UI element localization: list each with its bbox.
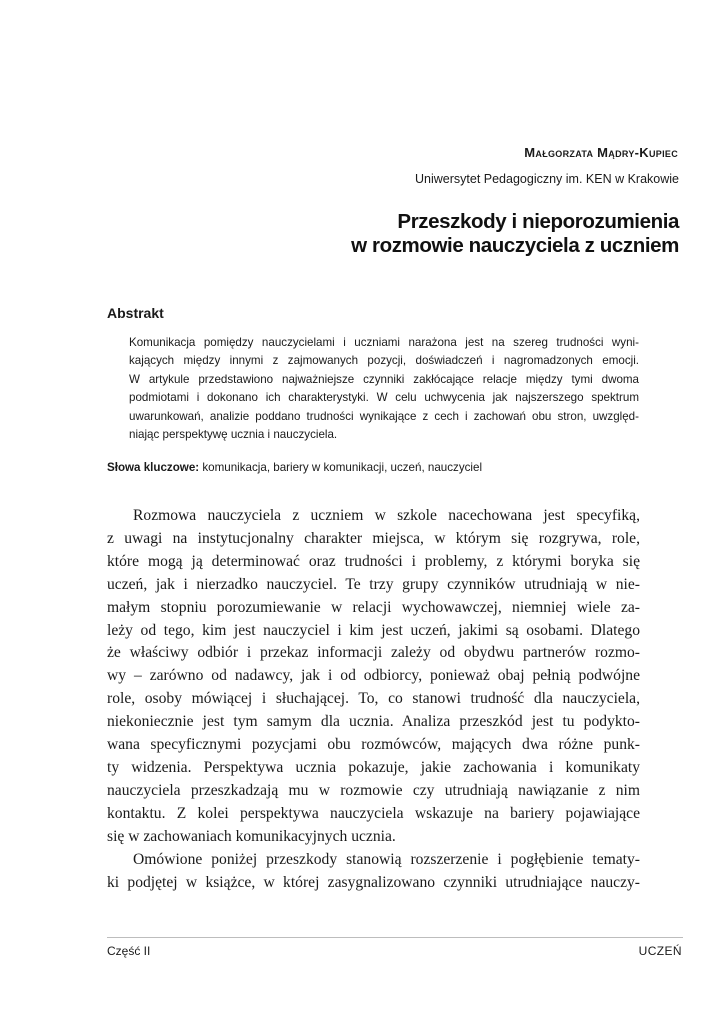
body-line: że właściwy odbiór i przekaz informacji zależy od obydwu partnerów rozmo- — [107, 644, 640, 662]
author-name: Małgorzata Mądry-Kupiec — [524, 145, 678, 160]
abstract-line: niając perspektywę ucznia i nauczyciela. — [129, 428, 338, 442]
body-line: wana specyficznymi pozycjami obu rozmówców, mających dwa różne punk- — [107, 736, 640, 754]
body-line: nauczyciela przeszkadzają mu w rozmowie czy utrudniają nawiązanie z nim — [107, 781, 640, 799]
body-line: małym stopniu porozumiewanie w relacji wychowawczej, niemniej wiele za- — [107, 598, 640, 616]
footer-part-label: Część II — [107, 944, 151, 958]
body-line: ty widzenia. Perspektywa ucznia pokazuje, jakie zachowania i komunikaty — [107, 758, 640, 776]
abstract-text — [129, 334, 639, 444]
abstract-line: kających między innymi z zajmowanych pozycji, doświadczeń i nagromadzonych emocji. — [129, 354, 639, 368]
abstract-line: podmiotami i dokonano ich charakterystyki. W celu uchwycenia jak najszerszego spektrum — [129, 391, 639, 405]
title-line-2: w rozmowie nauczyciela z uczniem — [351, 234, 679, 257]
footer-divider — [107, 937, 683, 938]
body-text — [107, 505, 640, 894]
body-line: ki podjętej w książce, w której zasygnalizowano czynniki utrudniające nauczy- — [107, 873, 640, 891]
body-line: wy – zarówno od nadawcy, jak i od odbiorcy, ponieważ obaj pełnią podwójne — [107, 667, 640, 685]
keywords-label: Słowa kluczowe: — [107, 461, 200, 474]
abstract-line: uwarunkowań, analizie poddano trudności wynikające z cech i zachowań obu stron, uwzględ- — [129, 409, 639, 423]
body-line: leży od tego, kim jest nauczyciel i kim jest uczeń, jakimi są osobami. Dlatego — [107, 621, 640, 639]
author-affiliation: Uniwersytet Pedagogiczny im. KEN w Krakowie — [415, 172, 679, 186]
body-line: z uwagi na instytucjonalny charakter miejsca, w którym się rozgrywa, role, — [107, 529, 640, 547]
body-line: się w zachowaniach komunikacyjnych ucznia. — [107, 827, 396, 845]
body-line: Omówione poniżej przeszkody stanowią rozszerzenie i pogłębienie tematy- — [133, 850, 640, 868]
abstract-line: W artykule przedstawiono najważniejsze czynniki zakłócające relacje między tymi dwoma — [129, 372, 639, 386]
keywords — [107, 461, 482, 474]
article-title — [351, 210, 679, 258]
body-line: Rozmowa nauczyciela z uczniem w szkole nacechowana jest specyfiką, — [133, 507, 640, 524]
body-line: uczeń, jak i nierzadko nauczyciel. Te trzy grupy czynników utrudniają w nie- — [107, 575, 640, 593]
abstract-heading: Abstrakt — [107, 305, 164, 321]
abstract-line: Komunikacja pomiędzy nauczycielami i uczniami narażona jest na szereg trudności wyni- — [129, 336, 639, 349]
title-line-1: Przeszkody i nieporozumienia — [397, 210, 679, 233]
body-line: role, osoby mówiącej i słuchającej. To, co stanowi trudność dla nauczyciela, — [107, 690, 640, 708]
body-line: niekoniecznie jest tym samym dla ucznia. Analiza przeszkód jest tu podykto- — [107, 713, 640, 731]
body-line: które mogą ją determinować oraz trudności i problemy, z którymi boryka się — [107, 552, 640, 570]
keywords-value: komunikacja, bariery w komunikacji, uczeń, nauczyciel — [202, 461, 483, 474]
footer-section-label: UCZEŃ — [638, 944, 682, 958]
body-line: kontaktu. Z kolei perspektywa nauczyciela wskazuje na bariery pojawiające — [107, 804, 640, 822]
